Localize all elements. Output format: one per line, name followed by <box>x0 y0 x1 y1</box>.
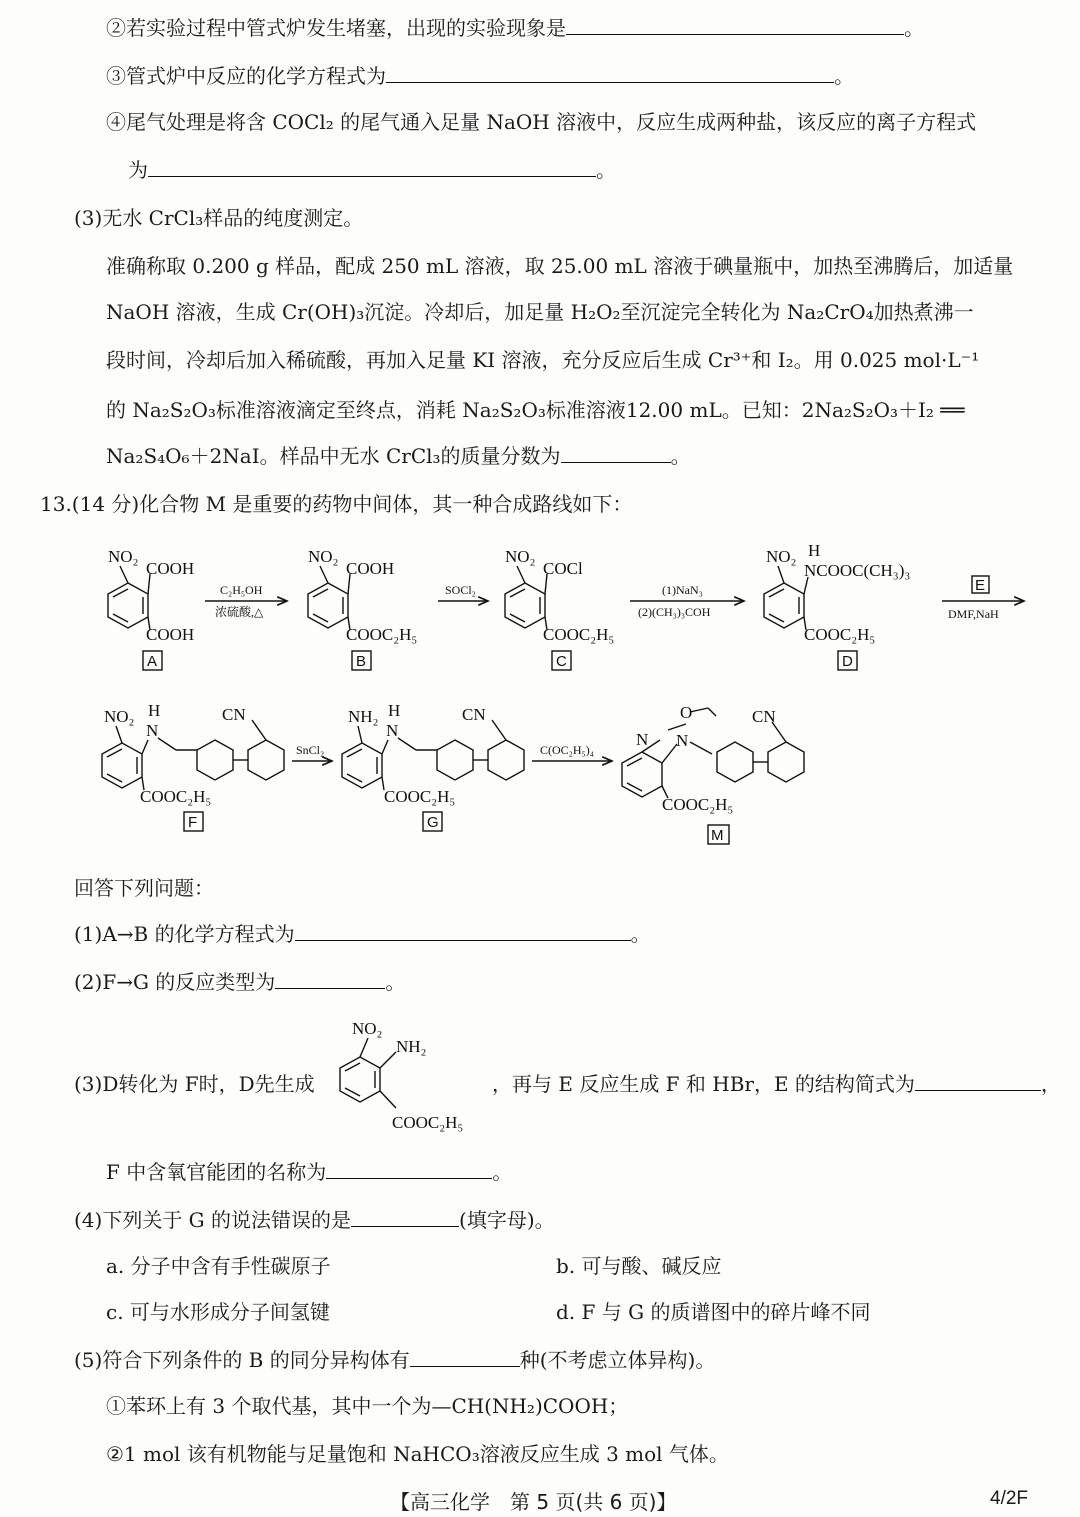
compound-label: B <box>356 653 367 670</box>
q2-part3: ③管式炉中反应的化学方程式为 。 <box>106 64 854 88</box>
substituent: CN <box>462 705 486 724</box>
reagent-e-box: E <box>975 577 986 594</box>
subq-5: (5)符合下列条件的 B 的同分异构体有 种(不考虑立体异构)。 <box>74 1348 716 1372</box>
answer-prompt: 回答下列问题： <box>74 876 214 900</box>
condition-2: ②1 mol 该有机物能与足量饱和 NaHCO₃溶液反应生成 3 mol 气体。 <box>106 1442 729 1466</box>
q3-paragraph-line3: 段时间，冷却后加入稀硫酸，再加入足量 KI 溶液，充分反应后生成 Cr³⁺和 I₂。用 0.025 mol·L⁻¹ <box>106 348 980 372</box>
substituent: NO₂ <box>108 547 139 566</box>
substituent: N <box>636 730 649 749</box>
substituent: COOH <box>346 559 395 578</box>
answer-blank[interactable] <box>410 1346 520 1367</box>
compound-label: C <box>556 653 567 670</box>
substituent: H <box>808 541 821 560</box>
substituent: COOC₂H₅ <box>543 625 615 644</box>
substituent: COOC₂H₅ <box>140 787 212 806</box>
substituent: COOH <box>146 559 195 578</box>
q2-part4-line1: ④尾气处理是将含 COCl₂ 的尾气通入足量 NaOH 溶液中，反应生成两种盐，该反应的离子方程式 <box>106 110 977 134</box>
substituent: NO₂ <box>104 707 135 726</box>
reagent: C₂H₅OH <box>220 583 263 597</box>
substituent: NH₂ <box>348 707 379 726</box>
substituent: COOH <box>146 625 195 644</box>
q3-paragraph-line5: Na₂S₄O₆＋2NaI。样品中无水 CrCl₃的质量分数为 。 <box>106 444 691 468</box>
compound-m <box>622 703 804 844</box>
substituent: COOC₂H₅ <box>804 625 876 644</box>
subq-3c: F 中含氧官能团的名称为 。 <box>106 1160 513 1184</box>
substituent: CN <box>222 705 246 724</box>
reagent: 浓硫酸,△ <box>215 605 264 619</box>
substituent: N <box>146 721 159 740</box>
substituent: H <box>388 701 401 720</box>
compound-label: F <box>188 814 198 831</box>
compound-b <box>308 547 417 670</box>
compound-label: M <box>711 827 724 844</box>
substituent: NO₂ <box>766 547 797 566</box>
page-footer: 【高三化学 第 5 页(共 6 页)】 <box>390 1490 677 1514</box>
answer-blank[interactable] <box>275 968 385 989</box>
substituent: N <box>676 731 689 750</box>
substituent: N <box>386 721 399 740</box>
compound-label: D <box>842 653 853 670</box>
condition-1: ①苯环上有 3 个取代基，其中一个为—CH(NH₂)COOH； <box>106 1394 629 1418</box>
subq-3b: ，再与 E 反应生成 F 和 HBr，E 的结构简式为 ， <box>492 1072 1061 1096</box>
substituent: NO₂ <box>352 1019 383 1038</box>
compound-a <box>108 547 194 670</box>
substituent: NO₂ <box>505 547 536 566</box>
reagent: (1)NaN₃ <box>662 583 703 597</box>
substituent: NH₂ <box>396 1037 427 1056</box>
substituent: H <box>148 701 161 720</box>
intermediate-structure <box>340 1019 463 1132</box>
q2-part4-line2: 为 。 <box>128 158 616 182</box>
reagent: SOCl₂ <box>445 583 476 597</box>
answer-blank[interactable] <box>351 1206 459 1227</box>
reagent: (2)(CH₃)₃COH <box>638 605 711 619</box>
subq-2: (2)F→G 的反应类型为 。 <box>74 970 406 994</box>
q2-part2: ②若实验过程中管式炉发生堵塞，出现的实验现象是 。 <box>106 16 924 40</box>
q13-title: 13.(14 分)化合物 M 是重要的药物中间体，其一种合成路线如下： <box>40 492 633 516</box>
substituent: NCOOC(CH₃)₃ <box>804 561 911 580</box>
q3-paragraph-line1: 准确称取 0.200 g 样品，配成 250 mL 溶液，取 25.00 mL 溶液于碘量瓶中，加热至沸腾后，加适量 <box>106 254 1014 278</box>
substituent: CN <box>752 707 776 726</box>
answer-blank[interactable] <box>915 1070 1041 1091</box>
substituent: COOC₂H₅ <box>384 787 456 806</box>
answer-blank[interactable] <box>326 1158 492 1179</box>
subq-3a: (3)D转化为 F时，D先生成 <box>74 1072 315 1096</box>
compound-c <box>505 547 614 670</box>
q3-paragraph-line4: 的 Na₂S₂O₃标准溶液滴定至终点，消耗 Na₂S₂O₃标准溶液12.00 mL。已知：2Na₂S₂O₃＋I₂ ══ <box>106 398 965 422</box>
answer-blank[interactable] <box>295 920 631 941</box>
substituent: COCl <box>543 559 583 578</box>
reagent: SnCl₂ <box>296 743 325 757</box>
substituent: NO₂ <box>308 547 339 566</box>
q3-paragraph-line2: NaOH 溶液，生成 Cr(OH)₃沉淀。冷却后，加足量 H₂O₂至沉淀完全转化为 Na₂CrO₄加热煮沸一 <box>106 300 974 324</box>
option-b: b. 可与酸、碱反应 <box>556 1254 722 1278</box>
substituent: COOC₂H₅ <box>662 795 734 814</box>
compound-d <box>764 541 910 670</box>
subq-4: (4)下列关于 G 的说法错误的是 (填字母)。 <box>74 1208 555 1232</box>
option-c: c. 可与水形成分子间氢键 <box>106 1300 330 1324</box>
compound-label: G <box>427 814 439 831</box>
q3-title: (3)无水 CrCl₃样品的纯度测定。 <box>74 206 364 230</box>
substituent: O <box>680 703 693 722</box>
compound-f <box>102 701 284 831</box>
substituent: COOC₂H₅ <box>392 1113 464 1132</box>
option-a: a. 分子中含有手性碳原子 <box>106 1254 331 1278</box>
reagent: C(OC₂H₅)₄ <box>540 743 594 757</box>
page-code: 4/2F <box>990 1488 1029 1509</box>
compound-g <box>342 701 524 831</box>
compound-label: A <box>147 653 158 670</box>
reagent: DMF,NaH <box>948 607 999 621</box>
substituent: COOC₂H₅ <box>346 625 418 644</box>
subq-1: (1)A→B 的化学方程式为 。 <box>74 922 651 946</box>
option-d: d. F 与 G 的质谱图中的碎片峰不同 <box>556 1300 871 1324</box>
